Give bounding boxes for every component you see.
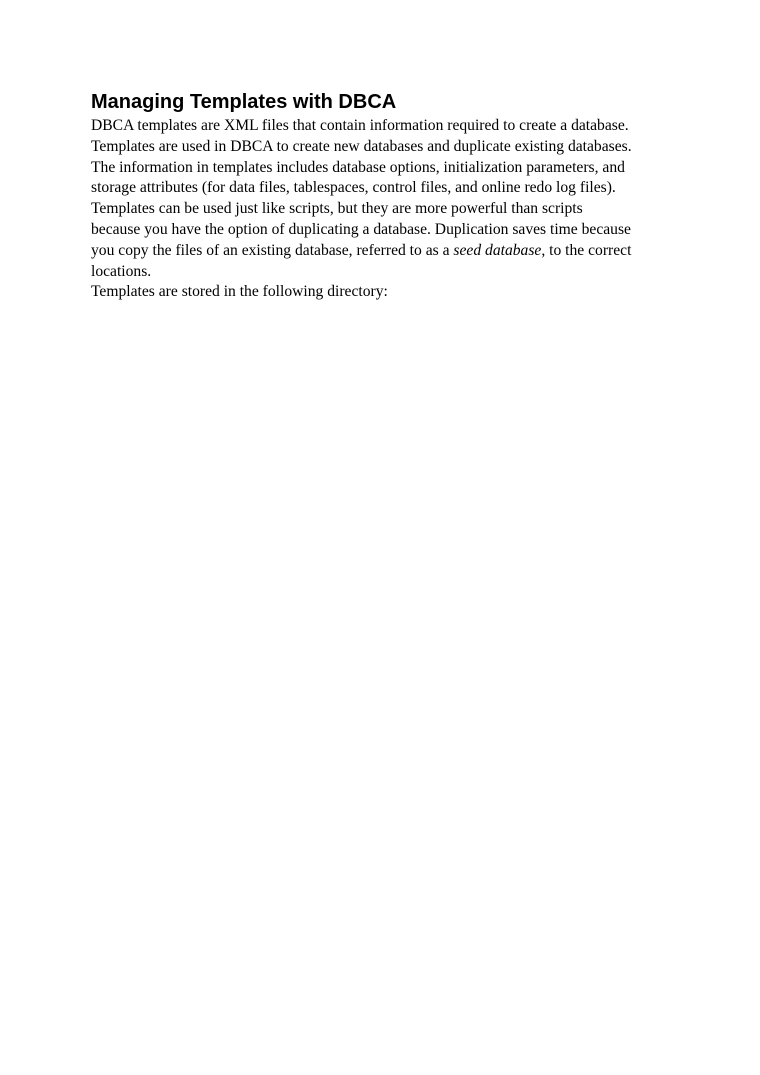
paragraph-line-2: Templates are used in DBCA to create new databases and duplicate existing databases. [91,137,632,155]
seed-line-after: , to the correct [541,241,632,259]
paragraph-line-1: DBCA templates are XML files that contain information required to create a database. [91,117,629,134]
directory-intro-text: Templates are stored in the following directory: [91,283,388,301]
seed-line-before: you copy the files of an existing database, referred to as a [91,241,454,259]
seed-database-term: seed database [453,241,542,259]
paragraph-line-4: storage attributes (for data files, tablespaces, control files, and online redo log files). [91,179,616,197]
section-content [91,90,681,303]
paragraph-line-8: locations. [91,262,152,280]
paragraph-line-5: Templates can be used just like scripts, but they are more powerful than scripts [91,200,583,218]
paragraph-line-6: because you have the option of duplicating a database. Duplication saves time because [91,220,631,238]
section-heading: Managing Templates with DBCA [91,91,397,113]
paragraph-line-7 [91,241,681,262]
paragraph-line-3: The information in templates includes database options, initialization parameters, and [91,158,625,176]
